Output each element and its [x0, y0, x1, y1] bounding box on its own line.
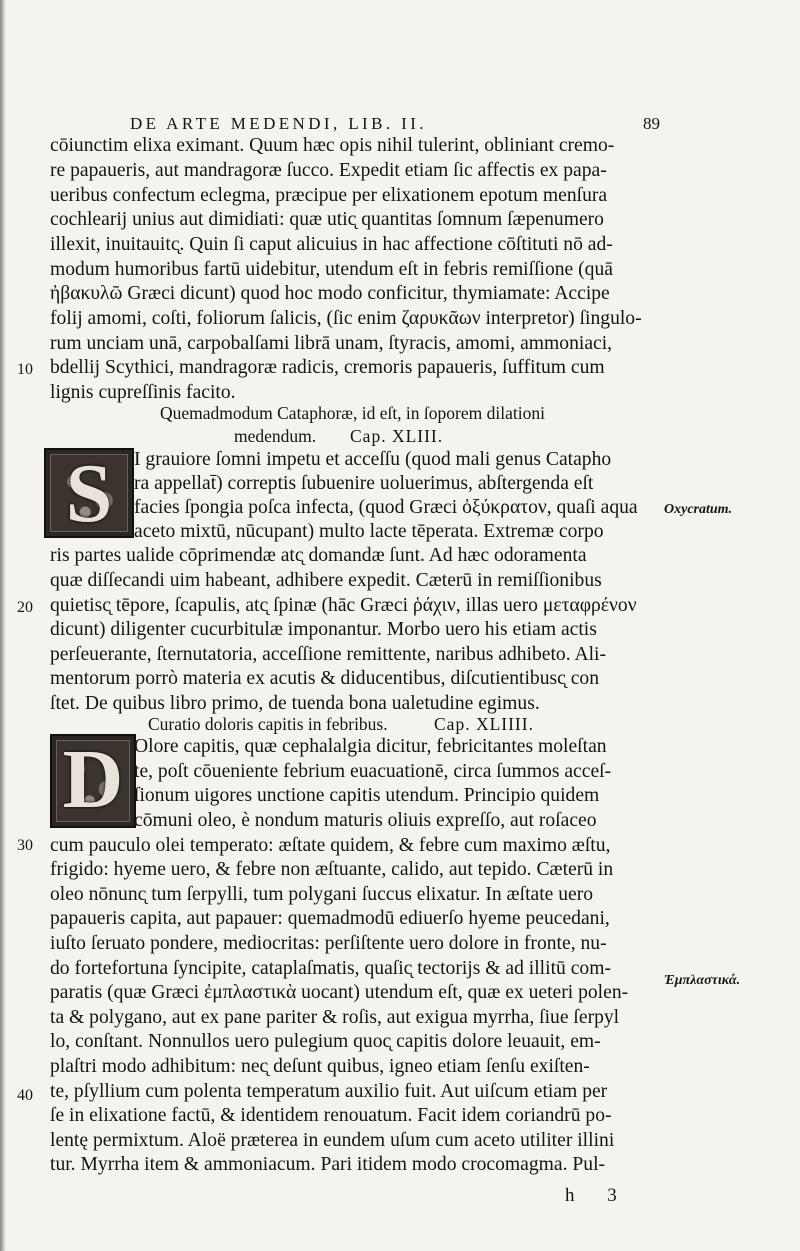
- signature-mark: h 3: [565, 1185, 631, 1206]
- text-line: ta & polygano, aut ex pane pariter & roſis, aut exigua myrrha, ſiue ſerpyl: [50, 1007, 620, 1028]
- text-line: do fortefortuna ſyncipite, cataplaſmatis, quaſic̨ tectorijs & ad illitū com-: [50, 958, 611, 979]
- text-line: tur. Myrrha item & ammoniacum. Pari itidem modo crocomagma. Pul-: [50, 1154, 606, 1175]
- text-line: bdellij Scythici, mandragoræ radicis, cremoris papaueris, ſuffitum cum: [50, 357, 605, 378]
- text-line: iuſto ſeruato pondere, mediocritas: perſiſtente uero dolore in fronte, nu-: [50, 933, 607, 954]
- text-line: rum unciam unā, carpobalſami librā unam, ſtyracis, amomi, ammoniaci,: [50, 333, 613, 354]
- margin-note: Ἐμπλαστικά.: [664, 973, 741, 988]
- text-line: illexit, inuitauitc̨. Quin ſi caput alicuius in hac affectione cōſtituti nō ad-: [50, 234, 613, 255]
- text-line: frigido: hyeme uero, & febre non æſtuante, calido, aut tepido. Cæterū in: [50, 859, 614, 880]
- decorated-initial: [44, 448, 134, 538]
- text-line: re papaueris, aut mandragoræ ſucco. Expedit etiam ſic affectis ex papa-: [50, 160, 607, 181]
- text-line: cōmuni oleo, è nondum maturis oliuis expreſſo, aut roſaceo: [134, 810, 597, 831]
- text-line: te, pſyllium cum polenta temperatum auxilio fuit. Aut uiſcum etiam per: [50, 1081, 608, 1102]
- text-line: ſtet. De quibus libro primo, de tuenda bona ualetudine egimus.: [50, 693, 540, 714]
- text-line: ueribus confectum eclegma, præcipue per elixationem epotum menſura: [50, 185, 608, 206]
- decorated-initial: [50, 734, 136, 828]
- text-line: Olore capitis, quæ cephalalgia dicitur, febricitantes moleſtan: [134, 736, 607, 757]
- text-line: cochlearij unius aut dimidiati: quæ utic̨ quantitas ſomnum ſæpenumero: [50, 209, 604, 230]
- text-line: folij amomi, coſti, foliorum ſalicis, (ſic enim ζαρυκᾶων interpretor) ſingulo-: [50, 308, 642, 329]
- text-line: ſe in elixatione factū, & identidem renouatum. Facit idem coriandrū po-: [50, 1105, 612, 1126]
- chapter-title-cont: medendum.: [234, 426, 317, 446]
- text-line: quietisc̨ tēpore, ſcapulis, atc̨ ſpinæ (hāc Græci ῥάχιν, illas uero μεταφρένον: [50, 595, 637, 616]
- initial-letter: D: [62, 734, 124, 826]
- text-line: perſeuerante, ſternutatoria, acceſſione remittente, naribus adhibeto. Ali-: [50, 644, 607, 665]
- text-line: dicunt) diligenter cucurbitulæ imponantur. Morbo uero his etiam actis: [50, 619, 597, 640]
- margin-note: Oxycratum.: [664, 502, 733, 517]
- line-number: 30: [17, 837, 33, 854]
- text-line: oleo nōnunc̨ tum ſerpylli, tum polygani ſuccus elixatur. In æſtate uero: [50, 884, 594, 905]
- text-line: ſionum uigores unctione capitis utendum. Principio quidem: [134, 785, 600, 806]
- page-number: 89: [643, 114, 660, 133]
- text-line: mentorum porrò materia ex acutis & diducentibus, diſcutientibusc̨ con: [50, 668, 600, 689]
- text-line: plaſtri modo adhibitum: nec̨ deſunt quibus, igneo etiam ſenſu exiſten-: [50, 1056, 590, 1077]
- line-number: 10: [17, 361, 33, 378]
- text-line: modum humoribus fartū uidebitur, utendum eſt in febris remiſſione (quā: [50, 259, 613, 280]
- text-line: paratis (quæ Græci ἐμπλαστικὰ uocant) utendum eſt, quæ ex ueteri polen-: [50, 982, 629, 1003]
- text-line: ris partes ualide cōprimendæ atc̨ domandæ ſunt. Ad hæc odoramenta: [50, 545, 587, 566]
- text-line: quæ diſſecandi uim habeant, adhibere expedit. Cæterū in remiſſionibus: [50, 570, 602, 591]
- text-line: ra appellat̄) correptis ſubuenire uoluerimus, abſtergenda eſt: [134, 473, 594, 494]
- chapter-title: Curatio doloris capitis in febribus.: [148, 714, 388, 734]
- text-line: facies ſpongia poſca infecta, (quod Græci ὀξύκρατον, quaſi aqua: [134, 497, 638, 518]
- chapter-number: Cap. XLIII.: [350, 426, 444, 446]
- text-line: te, poſt cōueniente febrium euacuationē, circa ſummos acceſ-: [134, 761, 612, 782]
- chapter-number: Cap. XLIIII.: [434, 714, 534, 734]
- text-line: cōiunctim elixa eximant. Quum hæc opis nihil tulerint, obliniant cremo-: [50, 135, 615, 156]
- binding-shadow: [0, 0, 6, 1251]
- running-title: DE ARTE MEDENDI, LIB. II.: [130, 114, 427, 133]
- line-number: 20: [17, 599, 33, 616]
- line-number: 40: [17, 1087, 33, 1104]
- chapter-title: Quemadmodum Cataphoræ, id eſt, in ſoporem dilationi: [160, 403, 545, 423]
- text-line: lignis cupreſſinis facito.: [50, 382, 236, 403]
- text-line: aceto mixtū, nūcupant) multo lacte tēperata. Extremæ corpo: [134, 521, 604, 542]
- initial-letter: S: [65, 448, 113, 538]
- text-line: cum pauculo olei temperato: æſtate quidem, & febre cum maximo æſtu,: [50, 835, 611, 856]
- text-line: lo, conſtant. Nonnullos uero pulegium quoc̨ capitis dolore leuauit, em-: [50, 1031, 601, 1052]
- text-line: papaueris capita, aut papauer: quemadmodū ediuerſo hyeme peucedani,: [50, 908, 610, 929]
- text-line: lentę permixtum. Aloë præterea in eundem uſum cum aceto utiliter illini: [50, 1130, 615, 1151]
- text-line: ἠβακυλῶ Græci dicunt) quod hoc modo conficitur, thymiamate: Accipe: [50, 283, 610, 304]
- text-line: I grauiore ſomni impetu et acceſſu (quod mali genus Catapho: [134, 449, 612, 470]
